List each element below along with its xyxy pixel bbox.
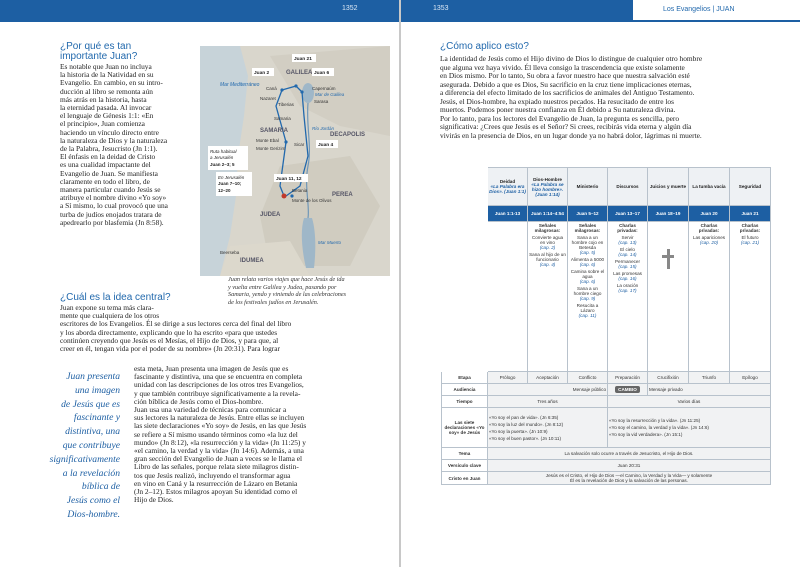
cell-item-text: Convierte agua en vino [531,235,564,245]
refs-corner [442,206,488,222]
left-page [0,0,399,567]
cell-item-chapter: (cap. 13) [618,240,637,245]
section1-line: el lenguaje de Génesis 1:1: «En [60,111,154,121]
section2-line: creer en él, tengan vida por el poder de su nombre» (Jn 20:31). Para lograr [60,344,280,354]
content-signs1 [528,222,568,372]
col-header [689,168,730,206]
map-cana-label: Caná [266,86,277,91]
cell-item-text: Las apariciones [692,235,726,240]
apply-title: ¿Cómo aplico esto? [440,41,529,52]
section1-line: ducción al libro se remonta aún [60,86,153,96]
map-galilee-label: GALILEA [286,70,313,76]
map-callout-j6: Juan 6 [314,71,330,76]
audiencia-row [442,384,771,396]
etapa-cell: Epílogo [730,372,771,384]
audiencia-private-text: Mensaje privado [649,387,683,392]
map-olives-label: Monte de los Olivos [292,198,332,203]
left-page-number: 1352 [342,5,358,12]
section1-line: Evangelio de Juan. Se manifiesta [60,168,158,178]
map-tiberias-label: Tiberias [278,102,294,107]
section2-column-line: las siete declaraciones «Yo soy» de Jesús, en las que Jesús [134,421,307,431]
col-header-sub: «La Palabra se hizo hombre». (Juan 1:14) [531,181,564,197]
map-dead-sea-label: Mar Muerto [318,240,342,245]
cell-item-text: Sana al hijo de un funcionario [529,252,566,262]
cell-item [569,286,606,301]
pull-quote-line: de Jesús que es [61,398,120,410]
map-jer-l2: Juan 7–10; [218,181,242,186]
map-callout-j4: Juan 4 [318,143,334,148]
apply-line: que alguna vez haya vivido. Él lleva consigo la trascendencia que existe solamente [440,62,685,72]
ref-cell: Juan 20 [689,206,730,222]
cell-item-text: Permanecer [614,259,641,264]
apply-line: Por lo tanto, para los lectores del Evangelio de Juan, la pregunta es sencilla, pero [440,113,680,123]
cell-section-title: Charlas privadas: [617,223,638,233]
section1-body [60,63,195,227]
tiempo-label: Tiempo [442,396,488,408]
pull-quote-line: Jesús como el [66,495,120,507]
map-sychar-label: Sicar [294,142,305,147]
map-jordan-label: Río Jordán [312,126,335,131]
cell-item-text: Resucita a Lázaro [576,303,599,313]
map-graphic [200,46,390,276]
apply-line: La identidad de Jesús como el Hijo divino de Dios lo distingue de cualquier otro hombre [440,54,703,63]
section1-line: la eternidad pasada. Al invocar [60,103,152,113]
content-signs2 [568,222,608,372]
cell-item-chapter: (cap. 4) [539,262,556,267]
map-bethany-label: Betania [292,188,308,193]
section2-column-line: unidad con las descripciones de los otros tres Evangelios, [134,380,304,390]
section1-line: Es notable que Juan no incluya [60,62,152,71]
map-jer-l1: En Jerusalén [218,175,245,180]
apply-paragraph [440,55,785,140]
map-sea-label: Mar Mediterráneo [220,82,260,88]
col-header-label: Seguridad [738,184,762,189]
cell-item-text: Servir [621,235,634,240]
map-caption-line: Samaria, yendo y viniendo de las celebraciones [228,291,347,299]
cell-section-title: Señales milagrosas: [574,223,601,233]
col-header-sub: «La Palabra era Dios». (Juan 1:1) [489,184,526,194]
apply-line: asegurada. Debido a que es Dios, Su sacrificio en la cruz tiene implicaciones eternas, [440,79,692,89]
ref-cell: Juan 1:14–4:54 [528,206,568,222]
apply-line: en Dios mismo. Por lo tanto, Su obra a favor nuestro hace que nuestra salvación esté [440,71,690,80]
etapa-cell: Triunfo [689,372,730,384]
section2-column-line: tos que Jesús realizó, incluyendo el transformar agua [134,470,291,480]
cell-item-text: Sana a un hombre cojo en Betesda [571,235,604,250]
map-samaria-label: SAMARIA [260,128,288,134]
col-header-label: Discursos [616,184,639,189]
apply-section [440,42,785,140]
section1-title-line2: importante Juan? [60,51,138,62]
col-header [608,168,648,206]
section1-line: El énfasis en la deidad de Cristo [60,152,156,162]
apply-line: significativa: ¿Crees que Jesús es el Señor? Si crees, recibirás vida eterna y algún día [440,122,692,131]
tiempo-row [442,396,771,408]
section2-title: ¿Cuál es la idea central? [60,292,171,303]
pull-quote-line: fascinante y [73,412,120,424]
cell-item [609,235,646,245]
pull-quote-line: Dios-hombre. [67,508,120,520]
map-judea-label: JUDEA [260,212,281,218]
col-header [488,168,528,206]
cell-item-chapter: (cap. 2) [539,245,556,250]
yosoy-statement: «Yo soy el buen pastor». (Jn 10:11) [489,435,562,441]
content-corner [442,222,488,372]
pull-quote-line: una imagen [74,384,120,396]
running-head-title: JUAN [716,6,735,13]
section2-line: Juan expone su tema más clara- [60,303,154,312]
section2-line: continúen creyendo que Jesús es el Mesías, el Hijo de Dios, y para que, al [60,335,279,345]
cell-section-title: Señales milagrosas: [534,223,561,233]
map-samaria-city-label: Samaria [274,116,291,121]
audiencia-change [608,384,648,396]
cristo-label: Cristo en Juan [442,472,488,485]
map-sarasa-label: Sarasa [314,99,329,104]
yosoy-right [608,408,771,448]
ref-cell: Juan 21 [730,206,771,222]
cell-item-chapter: (cap. 16) [618,276,637,281]
ref-cell: Juan 5–12 [568,206,608,222]
col-header [528,168,568,206]
map-ebal-label: Monte Ebal [256,138,279,143]
cell-section-title: Charlas privadas: [698,223,720,233]
section2-line: mente que cualquiera de los otros [60,311,160,321]
apply-line: muertos. Podemos poner nuestra confianza en Él debido a Su naturaleza divina. [440,105,676,114]
cristo-row [442,472,771,485]
etapa-cell: Conflicto [568,372,608,384]
etapa-row [442,372,771,384]
cell-item-text: El futuro [741,235,759,240]
cell-item [569,269,606,284]
cell-item-chapter: (cap. 14) [618,252,637,257]
map-idumea-label: IDUMEA [240,258,264,264]
cell-item-chapter: (cap. 17) [618,288,637,293]
section2-column-line: esta meta, Juan presenta una imagen de Jesús que es [134,364,289,373]
map-caption-line: Juan relata varios viajes que hace Jesús de ida [228,276,345,283]
map-peraea-label: PEREA [332,192,353,198]
cell-item-chapter: (cap. 6) [579,262,596,267]
ref-cell: Juan 1:1-13 [488,206,528,222]
section2-column-line: «el camino, la verdad y la vida» (Jn 14:6). Además, a una [134,446,304,456]
section1 [60,42,195,227]
section2-line: escritores de los Evangelios. Él se dirige a sus lectores cerca del final del libro [60,319,292,329]
tiempo-left: Tres años [488,396,608,408]
pull-quote-line: distintiva, una [65,426,120,438]
yosoy-statement: «Yo soy la vid verdadera». (Jn 15:1) [609,432,683,437]
cell-item-text: La oración [616,283,639,288]
pull-quote-line: a la revelación [62,467,120,479]
yosoy-statement: «Yo soy la luz del mundo». (Jn 8:12) [489,421,564,427]
cell-item-chapter: (cap. 20) [699,240,719,245]
tiempo-right: Varios días [608,396,771,408]
section1-line: la naturaleza de Dios y la naturaleza [60,135,168,145]
map-lake-label: Mar de Galilea [315,92,345,97]
section2-intro [60,304,390,353]
cell-item-text: Las promesas [613,271,642,276]
cambio-badge: CAMBIO [615,386,640,393]
pull-quote-line: Juan presenta [66,371,120,382]
section2-column-line: mundo» (Jn 8:12), «la resurrección y la vida» (Jn 11:25) y [134,437,306,447]
content-deity [488,222,528,372]
etapa-cell: Aceptación [528,372,568,384]
pull-quote-line: bíblica de [81,481,120,493]
section2-line: y los aborda directamente, explicando que lo ha escrito «para que ustedes [60,327,278,337]
running-head-box [633,0,800,20]
ref-cell: Juan 18–19 [648,206,689,222]
yosoy-statement: «Yo soy el camino, la verdad y la vida». (Jn 14:6) [609,425,709,430]
content-talks1 [608,222,648,372]
map-capernaum-label: Capernaúm [312,86,336,91]
etapa-cell: Prólogo [488,372,528,384]
cell-section-title: Charlas privadas: [739,223,761,233]
section2-column-line: se refiere a Sí mismo usando términos como «la luz del [134,429,298,439]
cell-item-chapter: (cap. 6) [579,279,596,284]
cristo-line1: Jesús es el Cristo, el Hijo de Dios —el Camino, la Verdad y la Vida— y solamente [545,473,713,478]
svg-text:Mar Mediterráneo [220,82,260,88]
section1-line: apedrearlo por blasfemia (Jn 8:58). [60,217,164,227]
col-header-label: Dios-Hombre [533,176,562,182]
yosoy-statement: «Yo soy la puerta». (Jn 10:9) [489,428,548,434]
yosoy-left [488,408,608,448]
yosoy-statement: «Yo soy la resurrección y la vida». (Jn 11:25) [609,418,701,423]
audiencia-private [648,384,771,396]
cell-item [569,235,606,255]
cell-item [569,257,606,267]
section1-line: haciendo un vínculo directo entre [60,127,159,137]
left-header-band [0,0,399,22]
section2-column-line: Juan usa una variedad de técnicas para comunicar a [134,405,287,415]
section2-column-line: gran sección del Evangelio de Juan a veces se le llama el [134,454,303,464]
col-header-label: Deidad [499,179,516,184]
section2-column-line: ción bíblica de Jesús como el Dios-hombre. [134,396,264,406]
map-callout-j11: Juan 11, 12 [276,177,302,182]
cell-item-chapter: (cap. 9) [579,296,596,301]
map-decapolis-label: DECAPOLIS [330,132,366,138]
yosoy-row [442,408,771,448]
section1-line: atribuye el nombre divino «Yo soy» [60,193,167,203]
col-header [568,168,608,206]
apply-line: Jesús, el Dios-hombre, ha expiado nuestros pecados. Ha resucitado de entre los [440,96,674,106]
gospel-chart-table [441,167,771,485]
cell-item-text: El cielo [620,247,635,252]
audiencia-label: Audiencia [442,384,488,396]
section2-column-line: (Jn 2–12). Estos milagros apoyan Su identidad como el [134,487,298,497]
pull-quote-line: significativamente [49,453,120,465]
cell-item [731,235,769,245]
ref-cell: Juan 13–17 [608,206,648,222]
section1-line: el principio», Juan comienza [60,119,145,129]
content-cross [648,222,689,372]
map-route-l2: a Jerusalén [210,155,234,160]
section1-line: más atrás en la historia, hasta [60,94,147,104]
apply-line: vivirás en la presencia de Dios, en un lugar donde ya no habrá dolor, lágrimas ni muerte. [440,130,702,140]
cell-item [690,235,728,245]
corner-cell [442,168,488,206]
content-talks2 [689,222,730,372]
map-callout-j21: Juan 21 [294,57,312,62]
col-header [648,168,689,206]
section1-line: manera particular cuando Jesús se [60,185,161,195]
running-head [663,6,735,13]
section1-line: claramente en todo el libro, de [60,176,150,186]
right-page-number: 1353 [433,5,449,12]
map-gerizim-label: Monte Gerizim [256,146,286,151]
audiencia-public-text: Mensaje público [572,387,606,392]
col-header [730,168,771,206]
etapa-cell: Crucifixión [648,372,689,384]
cell-item [569,303,606,318]
map-beersheba-label: Beerseba [220,250,240,255]
section2-column-line: fascinante y distintiva, una que se encuentra en completa [134,372,303,382]
section1-line: la historia de la Natividad en su [60,70,154,80]
cell-item-chapter: (cap. 15) [618,264,637,269]
map-route-l3: Juan 2–3; 5 [210,162,235,167]
table-content-row [442,222,771,372]
cell-item [609,259,646,269]
section2-column-line: en vino en Caná y la resurrección de Lázaro en Betania [134,478,298,488]
section1-title-line1: ¿Por qué es tan [60,41,132,52]
cell-item-text: Sana a un hombre ciego [573,286,602,296]
tema-value: La salvación solo ocurre a través de Jesucristo, el Hijo de Dios. [488,448,771,460]
cell-item [609,247,646,257]
cell-item [609,283,646,293]
tema-label: Tema [442,448,488,460]
cross-icon [662,249,674,269]
section2 [60,293,390,353]
versiculo-label: Versículo clave [442,460,488,472]
versiculo-row [442,460,771,472]
section1-line: de la Palabra, Jesucristo (Jn 1:1). [60,144,158,154]
cell-item [609,271,646,281]
audiencia-public [488,384,608,396]
section1-line: turba de judíos enojados tratara de [60,209,162,219]
section2-column-line: Hijo de Dios. [134,495,174,505]
yosoy-statement: «Yo soy el pan de vida». (Jn 6:35) [489,414,559,420]
section2-column-line: sus lectores la naturaleza de Jesús. Entre ellas se incluyen [134,413,305,423]
cell-item-text: Camina sobre el agua [570,269,605,279]
cell-item-chapter: (cap. 5) [579,250,596,255]
section1-line: es una cualidad impactante del [60,160,151,170]
jerusalem-marker [282,194,287,199]
running-head-sep: | [712,6,715,13]
apply-line: a diferencia del efecto limitado de los sacrificios de animales del Antiguo Testamento. [440,88,695,97]
section1-line: Evangelio. En cambio, en su intro- [60,78,163,88]
map-nazareth-label: Nazaret [260,96,276,101]
table-refs-row [442,206,771,222]
map-caption-line: de los festivales judíos en Jerusalén. [228,298,319,306]
section2-column [134,365,394,504]
content-talks3 [730,222,771,372]
map-caption-line: y vuelta entre Galilea y Judea, pasando por [228,283,337,291]
yosoy-label: Las siete declaraciones «Yo soy» de Jesús [442,408,488,448]
cell-item-chapter: (cap. 11) [578,313,597,318]
etapa-cell: Preparación [608,372,648,384]
pull-quote [10,370,120,522]
cell-item [529,235,566,250]
section1-line: a Sí mismo, lo cual provocó que una [60,201,168,211]
col-header-label: La tumba vacía [692,184,726,189]
map-route-l1: Ruta habitual [210,149,237,154]
cristo-line2: Él es la revelación de Dios y la salvación de las personas. [570,478,688,483]
section2-column-line: Libro de las señales, porque relata siete milagros distin- [134,462,299,472]
cell-item [529,252,566,267]
col-header-label: Juicios y muerte [649,184,687,189]
tema-row [442,448,771,460]
section2-column-line: y que también contribuye significativamente a la revela- [134,388,301,398]
running-head-book: Los Evangelios [663,6,711,13]
etapa-label: Etapa [442,372,488,384]
cell-item-text: Alimenta a 5000 [570,257,605,262]
map-callout-j2: Juan 2 [254,71,270,76]
map-galilee-judea [200,46,390,276]
versiculo-value: Juan 20:31 [488,460,771,472]
cell-item-chapter: (cap. 21) [740,240,760,245]
map-jer-l3: 12–20 [218,188,231,193]
cristo-value [488,472,771,485]
pull-quote-line: que contribuye [62,439,120,451]
col-header-label: Ministerio [576,184,599,189]
table-header-row [442,168,771,206]
